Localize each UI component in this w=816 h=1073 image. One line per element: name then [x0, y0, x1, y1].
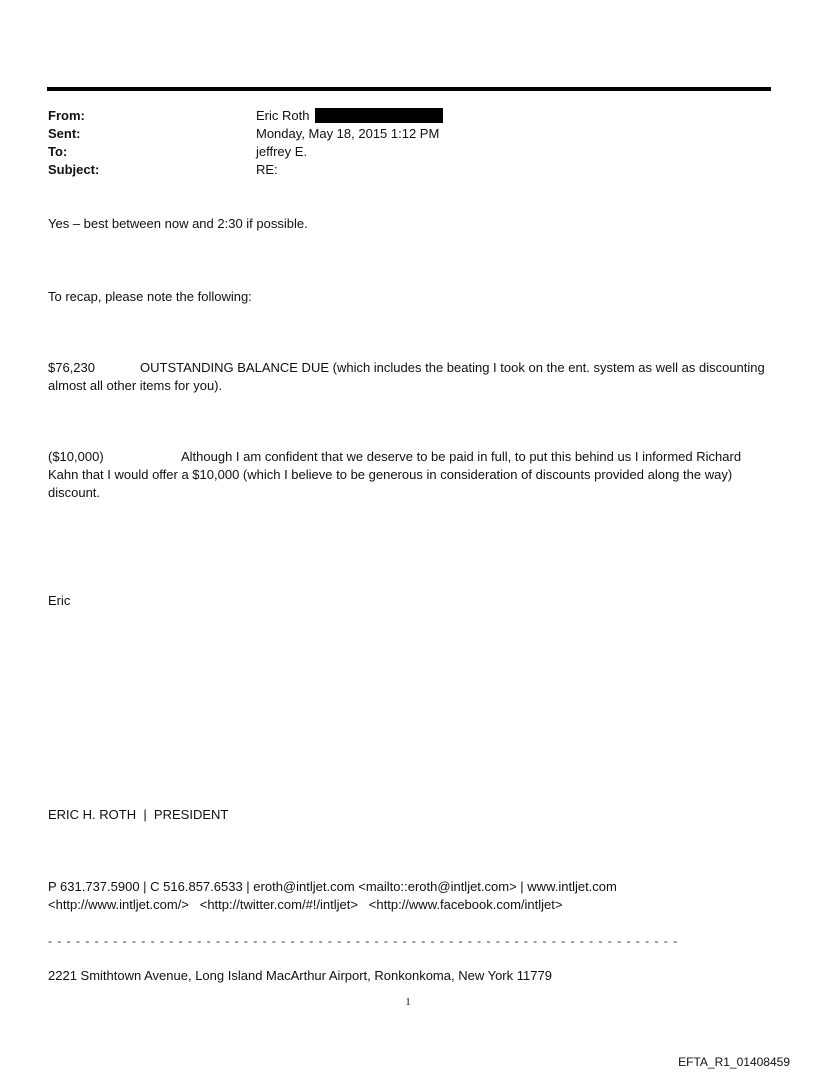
document-id: EFTA_R1_01408459	[678, 1055, 790, 1069]
signature-address: 2221 Smithtown Avenue, Long Island MacArthur Airport, Ronkonkoma, New York 11779	[48, 968, 552, 983]
to-label: To:	[48, 144, 68, 159]
signature-contact-line-2: <http://www.intljet.com/> <http://twitter.com/#!/intljet> <http://www.facebook.com/intljet>	[48, 897, 563, 912]
signature-name-title: ERIC H. ROTH | PRESIDENT	[48, 807, 229, 822]
from-label: From:	[48, 108, 85, 123]
sent-label: Sent:	[48, 126, 81, 141]
discount-item	[48, 448, 760, 502]
signoff: Eric	[48, 593, 71, 608]
balance-text: OUTSTANDING BALANCE DUE (which includes the beating I took on the ent. system as well as discounting almost all other items for you).	[48, 360, 765, 393]
to-value: jeffrey E.	[256, 144, 308, 159]
subject-label: Subject:	[48, 162, 100, 177]
subject-value: RE:	[256, 162, 278, 177]
redaction-block	[315, 108, 443, 123]
from-value	[256, 107, 443, 125]
header-rule	[47, 87, 771, 91]
body-line-2: To recap, please note the following:	[48, 289, 252, 304]
body-line-1: Yes – best between now and 2:30 if possible.	[48, 216, 308, 231]
balance-item	[48, 359, 772, 395]
balance-amount: $76,230	[48, 360, 95, 375]
signature-contact-line-1: P 631.737.5900 | C 516.857.6533 | eroth@intljet.com <mailto::eroth@intljet.com> | www.intljet.com	[48, 879, 617, 894]
discount-amount: ($10,000)	[48, 449, 104, 464]
signature-separator: - - - - - - - - - - - - - - - - - - - - - - - - - - - - - - - - - - - - - - - - - - - - - - - - - - - - - - - - - - - - - - - - - - - -	[48, 934, 679, 948]
page-number: 1	[405, 996, 411, 1008]
sent-value: Monday, May 18, 2015 1:12 PM	[256, 126, 440, 141]
discount-text: Although I am confident that we deserve to be paid in full, to put this behind us I informed Richard Kahn that I would offer a $10,000 (which I believe to be generous in consideration of discounts provided along the way) discount.	[48, 449, 742, 500]
sender-name: Eric Roth	[256, 108, 310, 123]
